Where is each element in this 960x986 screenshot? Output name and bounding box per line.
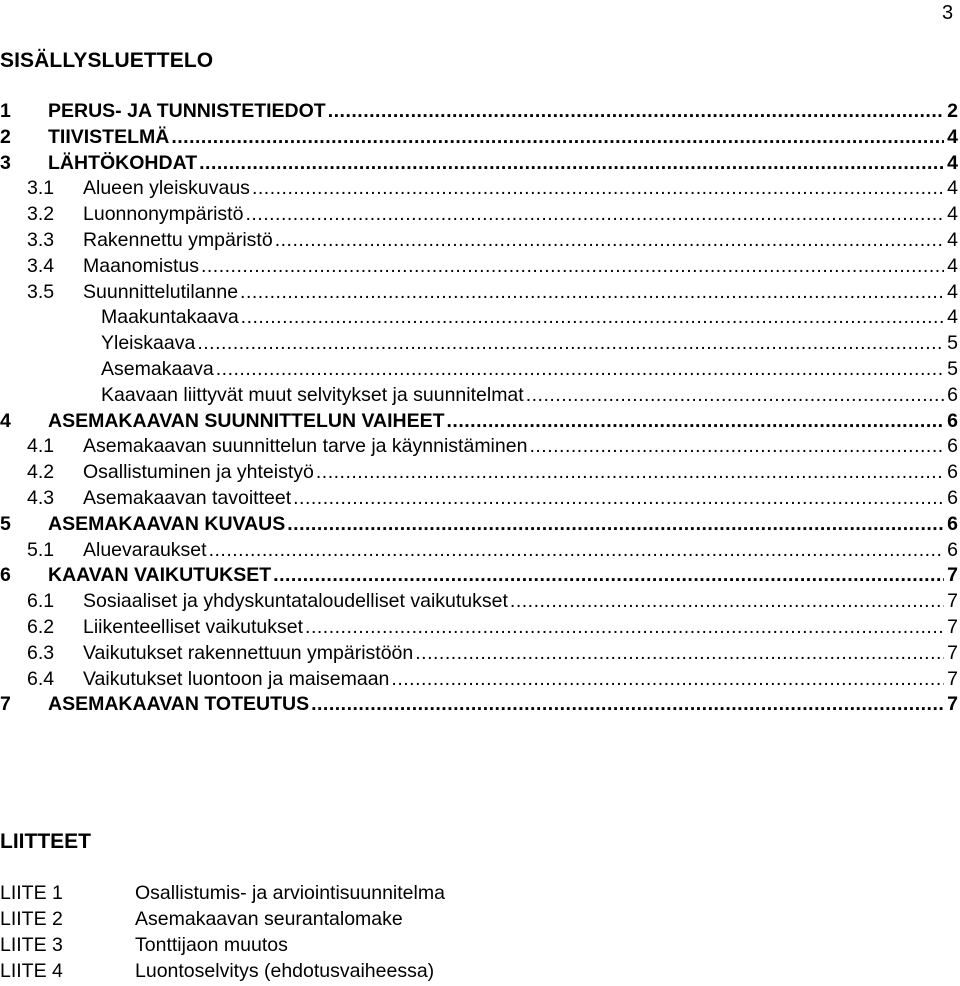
- toc-entry-page: 6: [947, 435, 958, 458]
- attachment-item: [0, 908, 445, 934]
- toc-entry-title: Vaikutukset luontoon ja maisemaan: [83, 667, 390, 690]
- toc-entry-page: 4: [947, 177, 958, 200]
- toc-entry-title: PERUS- JA TUNNISTETIEDOT: [48, 100, 326, 122]
- toc-entry[interactable]: [0, 590, 958, 616]
- toc-entry-title: Suunnittelutilanne: [83, 280, 239, 303]
- toc-entry-number: 4.2: [27, 461, 55, 484]
- toc-entry[interactable]: [0, 177, 958, 203]
- toc-dot-leader: [197, 332, 944, 355]
- toc-entry-title: TIIVISTELMÄ: [48, 125, 170, 148]
- attachment-item: [0, 960, 445, 986]
- toc-entry-page: 4: [947, 306, 958, 329]
- toc-entry-number: 3.1: [27, 177, 55, 200]
- toc-entry-title: Asemakaavan suunnittelun tarve ja käynnistäminen: [83, 435, 528, 458]
- toc-entry[interactable]: [0, 513, 958, 539]
- toc-entry-number: 7: [0, 693, 11, 716]
- toc-dot-leader: [311, 693, 944, 716]
- toc-dot-leader: [391, 668, 944, 691]
- attachment-item: [0, 882, 445, 908]
- toc-entry-page: 4: [947, 228, 958, 251]
- toc-entry-page: 6: [947, 538, 958, 561]
- toc-dot-leader: [328, 100, 944, 123]
- toc-entry-number: 3.2: [27, 203, 55, 226]
- attachment-id: LIITE 1: [0, 882, 63, 904]
- toc-entry-title: Maanomistus: [83, 254, 199, 277]
- toc-dot-leader: [199, 152, 944, 175]
- toc-entry[interactable]: [0, 126, 958, 152]
- toc-entry[interactable]: [0, 410, 958, 436]
- toc-entry-number: 5: [0, 512, 11, 535]
- toc-dot-leader: [305, 616, 944, 639]
- toc-entry-number: 4: [0, 409, 11, 432]
- toc-entry-page: 6: [947, 461, 958, 484]
- toc-entry-page: 4: [947, 151, 958, 174]
- toc-entry-number: 6.4: [27, 667, 55, 690]
- toc-entry-title: KAAVAN VAIKUTUKSET: [48, 564, 272, 587]
- toc-entry[interactable]: [0, 564, 958, 590]
- toc-entry-page: 5: [947, 357, 958, 380]
- toc-dot-leader: [201, 255, 944, 278]
- toc-entry[interactable]: [0, 384, 958, 410]
- toc-entry-number: 1: [0, 100, 11, 122]
- toc-dot-leader: [240, 281, 944, 304]
- toc-entry-number: 6: [0, 564, 11, 587]
- attachment-id: LIITE 3: [0, 934, 63, 956]
- toc-dot-leader: [275, 229, 944, 252]
- attachment-title: Osallistumis- ja arviointisuunnitelma: [135, 882, 445, 904]
- toc-entry-page: 4: [947, 254, 958, 277]
- toc-entry-number: 4.3: [27, 486, 55, 509]
- toc-dot-leader: [171, 126, 944, 149]
- toc-entry-page: 4: [947, 203, 958, 226]
- toc-dot-leader: [293, 487, 944, 510]
- toc-entry-page: 4: [947, 280, 958, 303]
- page-number: 3: [942, 2, 954, 24]
- toc-entry-number: 2: [0, 125, 11, 148]
- toc-entry-number: 4.1: [27, 435, 55, 458]
- toc-entry-title: Rakennettu ympäristö: [83, 228, 273, 251]
- attachment-id: LIITE 4: [0, 960, 63, 982]
- toc-entry[interactable]: [0, 332, 958, 358]
- toc-dot-leader: [529, 435, 944, 458]
- toc-entry[interactable]: [0, 668, 958, 694]
- attachment-item: [0, 934, 445, 960]
- toc-dot-leader: [245, 203, 944, 226]
- toc-entry-page: 6: [947, 512, 958, 535]
- toc-dot-leader: [273, 564, 944, 587]
- toc-entry-page: 7: [947, 564, 958, 587]
- toc-entry[interactable]: [0, 229, 958, 255]
- toc-entry-title: LÄHTÖKOHDAT: [48, 151, 198, 174]
- toc-entry-title: Alueen yleiskuvaus: [83, 177, 250, 200]
- toc-entry-title: Osallistuminen ja yhteistyö: [83, 461, 314, 484]
- toc-entry-title: Asemakaavan tavoitteet: [83, 486, 292, 509]
- toc-entry-page: 7: [947, 641, 958, 664]
- toc-entry[interactable]: [0, 358, 958, 384]
- toc-entry-number: 3.3: [27, 228, 55, 251]
- toc-entry-title: Aluevaraukset: [83, 538, 207, 561]
- toc-entry[interactable]: [0, 306, 958, 332]
- toc-entry[interactable]: [0, 203, 958, 229]
- toc-dot-leader: [415, 642, 944, 665]
- toc-entry-number: 3.5: [27, 280, 55, 303]
- toc-entry-title: Vaikutukset rakennettuun ympäristöön: [83, 641, 414, 664]
- attachments-title: LIITTEET: [0, 830, 91, 853]
- toc-entry-page: 4: [947, 125, 958, 148]
- toc-dot-leader: [209, 539, 945, 562]
- toc-entry-title: ASEMAKAAVAN SUUNNITTELUN VAIHEET: [48, 409, 445, 432]
- toc-entry-title: Asemakaava: [101, 357, 214, 380]
- toc-entry-title: ASEMAKAAVAN TOTEUTUS: [48, 693, 310, 716]
- attachments-list: [0, 882, 445, 986]
- toc-entry[interactable]: [0, 693, 958, 719]
- toc-entry-title: Maakuntakaava: [101, 306, 239, 329]
- toc-entry[interactable]: [0, 100, 958, 126]
- toc-title: SISÄLLYSLUETTELO: [0, 49, 214, 72]
- attachment-title: Asemakaavan seurantalomake: [135, 908, 403, 930]
- toc-entry-page: 7: [947, 615, 958, 638]
- toc-entry-number: 3: [0, 151, 11, 174]
- toc-entry-title: Sosiaaliset ja yhdyskuntataloudelliset vaikutukset: [83, 590, 508, 613]
- toc-entry[interactable]: [0, 461, 958, 487]
- toc-entry-page: 6: [947, 486, 958, 509]
- toc-entry[interactable]: [0, 435, 958, 461]
- toc-entry-number: 5.1: [27, 538, 55, 561]
- toc-entry-number: 3.4: [27, 254, 55, 277]
- toc-dot-leader: [252, 177, 944, 200]
- toc-entry-page: 7: [947, 693, 958, 716]
- toc-entry-title: Yleiskaava: [101, 332, 196, 355]
- toc-entry-page: 7: [947, 590, 958, 613]
- attachment-title: Tonttijaon muutos: [135, 934, 288, 956]
- toc-entry-title: Kaavaan liittyvät muut selvitykset ja suunnitelmat: [101, 383, 524, 406]
- toc-entry-title: ASEMAKAAVAN KUVAUS: [48, 512, 286, 535]
- toc-entry-title: Luonnonympäristö: [83, 203, 244, 226]
- attachment-id: LIITE 2: [0, 908, 63, 930]
- attachment-title: Luontoselvitys (ehdotusvaiheessa): [135, 960, 435, 982]
- toc-entry-number: 6.3: [27, 641, 55, 664]
- toc-entry[interactable]: [0, 281, 958, 307]
- toc-dot-leader: [241, 306, 944, 329]
- toc-entry-page: 7: [947, 667, 958, 690]
- toc-entry[interactable]: [0, 539, 958, 565]
- toc-entry-page: 6: [947, 383, 958, 406]
- toc-dot-leader: [287, 513, 944, 536]
- toc-entry-page: 6: [947, 409, 958, 432]
- toc-entry-title: Liikenteelliset vaikutukset: [83, 615, 304, 638]
- toc-entry[interactable]: [0, 642, 958, 668]
- toc-entry-number: 6.1: [27, 590, 55, 613]
- toc-dot-leader: [510, 590, 944, 613]
- toc-entry[interactable]: [0, 255, 958, 281]
- toc-dot-leader: [216, 358, 944, 381]
- toc-entry[interactable]: [0, 487, 958, 513]
- toc-dot-leader: [447, 410, 945, 433]
- toc-entry-number: 6.2: [27, 615, 55, 638]
- toc-entry-page: 5: [947, 332, 958, 355]
- toc-dot-leader: [526, 384, 944, 407]
- toc-entry[interactable]: [0, 152, 958, 178]
- toc-entry-page: 2: [947, 100, 958, 122]
- toc-entry[interactable]: [0, 616, 958, 642]
- table-of-contents: [0, 100, 958, 719]
- toc-dot-leader: [316, 461, 944, 484]
